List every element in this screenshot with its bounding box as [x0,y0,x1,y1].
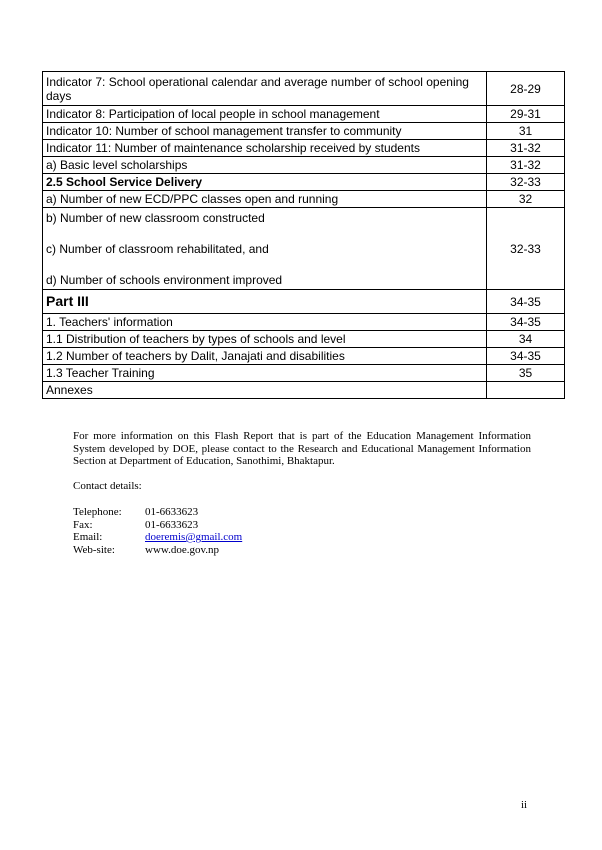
toc-row [43,72,565,106]
toc-row [43,382,565,399]
toc-page: 34-35 [487,348,565,365]
info-paragraph: For more information on this Flash Report that is part of the Education Management Information System developed by DOE, please contact to the Research and Educational Management Information Section at Department of Education, Sanothimi, Bhaktapur. [73,430,531,467]
email-label: Email: [73,531,103,543]
contact-row-website [73,544,242,557]
toc-entry: b) Number of new classroom constructed [46,210,265,225]
toc-page [487,382,565,399]
toc-entry: c) Number of classroom rehabilitated, and [46,241,269,256]
toc-entry-group [43,208,487,290]
contact-heading: Contact details: [73,480,142,492]
telephone-value: 01-6633623 [145,506,199,518]
toc-row [43,365,565,382]
toc-page: 35 [487,365,565,382]
toc-row [43,208,565,290]
page-number: ii [521,799,528,811]
toc-page: 29-31 [487,106,565,123]
toc-entry: Indicator 10: Number of school management transfer to community [43,123,487,140]
toc-section-heading: 2.5 School Service Delivery [43,174,487,191]
toc-entry: Indicator 8: Participation of local people in school management [43,106,487,123]
toc-row [43,106,565,123]
toc-row [43,348,565,365]
contact-row-fax [73,519,242,532]
toc-row [43,290,565,314]
toc-page: 32 [487,191,565,208]
toc-entry: d) Number of schools environment improved [46,272,283,287]
info-block [73,430,531,468]
toc-page: 31-32 [487,140,565,157]
toc-entry: 1.2 Number of teachers by Dalit, Janajati and disabilities [43,348,487,365]
contact-row-email [73,531,242,544]
toc-part-heading: Part III [43,290,487,314]
fax-value: 01-6633623 [145,518,199,531]
toc-page: 32-33 [487,174,565,191]
email-link[interactable]: doeremis@gmail.com [145,531,243,543]
toc-page: 34 [487,331,565,348]
telephone-label: Telephone: [73,506,122,518]
toc-page: 31 [487,123,565,140]
toc-row [43,314,565,331]
toc-page: 32-33 [487,208,565,290]
toc-row [43,157,565,174]
toc-entry: a) Basic level scholarships [43,157,487,174]
contact-list [73,506,242,556]
toc-row [43,191,565,208]
toc-page: 34-35 [487,314,565,331]
toc-page: 31-32 [487,157,565,174]
website-value: www.doe.gov.np [145,543,220,556]
table-of-contents [42,71,565,399]
toc-entry: a) Number of new ECD/PPC classes open and running [43,191,487,208]
toc-entry: Indicator 11: Number of maintenance scholarship received by students [43,140,487,157]
toc-entry: Indicator 7: School operational calendar and average number of school opening days [43,72,487,106]
toc-entry: 1.1 Distribution of teachers by types of schools and level [43,331,487,348]
toc-row [43,140,565,157]
fax-label: Fax: [73,518,93,531]
toc-row [43,331,565,348]
toc-row [43,123,565,140]
contact-row-telephone [73,506,242,519]
toc-entry: Annexes [43,382,487,399]
toc-page: 34-35 [487,290,565,314]
toc-entry: 1.3 Teacher Training [43,365,487,382]
website-label: Web-site: [73,543,115,556]
toc-row [43,174,565,191]
toc-page: 28-29 [487,72,565,106]
toc-entry: 1. Teachers' information [43,314,487,331]
